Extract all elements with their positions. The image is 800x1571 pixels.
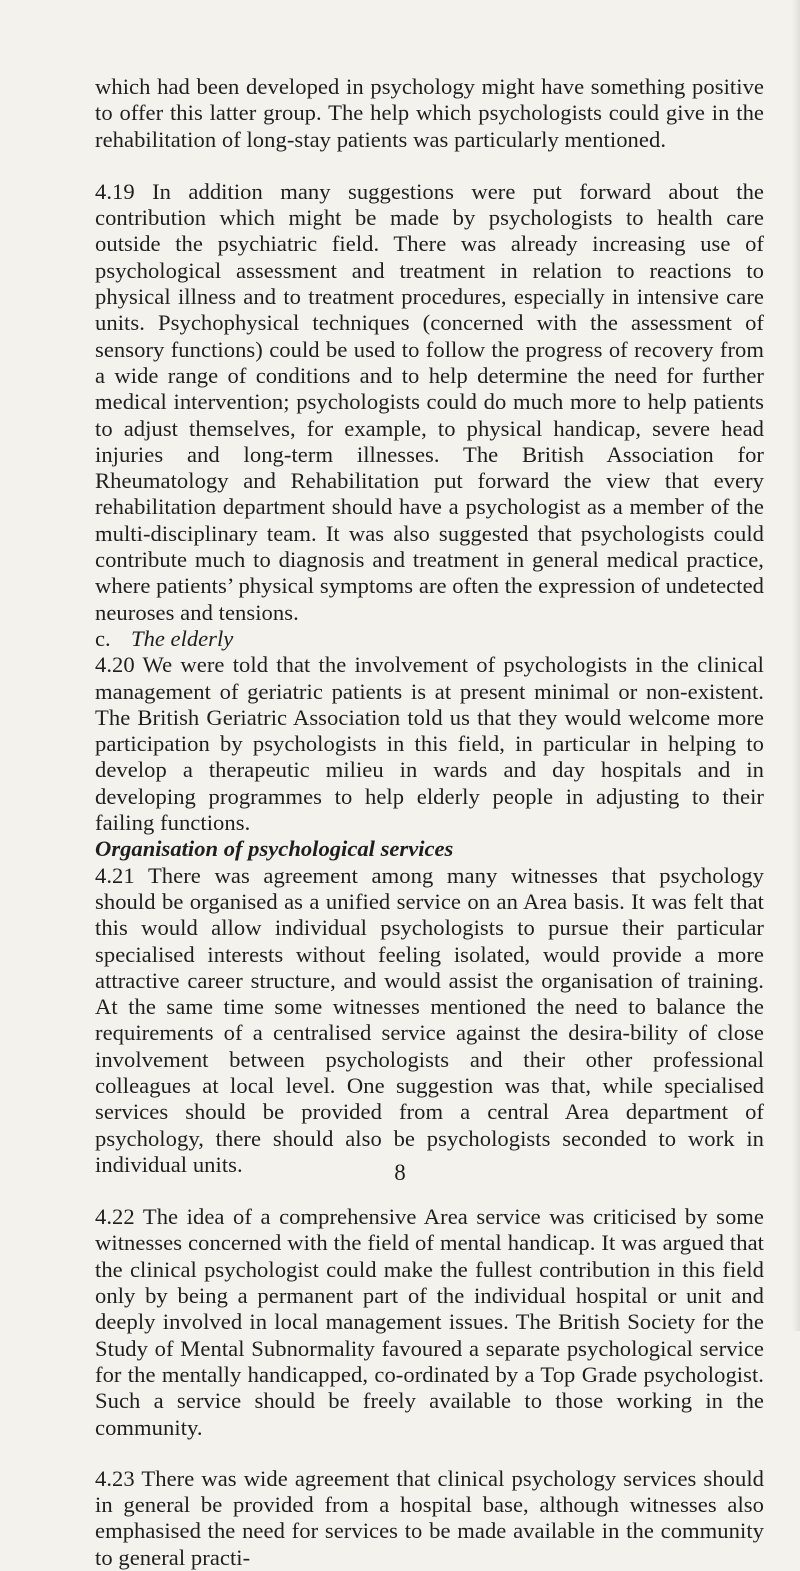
paragraph-4-19: 4.19 In addition many suggestions were put forward about the contribution which might be made by psychologists to health care outside the psychiatric field. There was already increasing use of psychological assessment and treatment in relation to reactions to physical illness and to treatment procedures, especially in intensive care units. Psychophysical techniques (concerned with the assessment of sensory functions) could be used to follow the progress of recovery from a wide range of conditions and to help determine the need for further medical intervention; psychologists could do much more to help patients to adjust themselves, for example, to physical handicap, severe head injuries and long-term illnesses. The British Association for Rheumatology and Rehabilitation put forward the view that every rehabilitation department should have a psychologist as a member of the multi-disciplinary team. It was also suggested that psychologists could contribute much to diagnosis and treatment in general medical practice, where patients’ physical symptoms are often the expression of undetected neuroses and tensions. (95, 178, 764, 625)
section-heading-organisation: Organisation of psychological services (95, 836, 454, 862)
paragraph-4-21: 4.21 There was agreement among many witnesses that psychology should be organised as a unified service on an Area basis. It was felt that this would allow individual psychologists to pursue their particular specialised interests without feeling isolated, would provide a more attractive career structure, and would assist the organisation of training. At the same time some witnesses mentioned the need to balance the requirements of a centralised service against the desira-bility of close involvement between psychologists and their other professional colleagues at local level. One suggestion was that, while specialised services should be provided from a central Area department of psychology, there should also be psychologists seconded to work in individual units. (95, 862, 764, 1177)
paragraph-intro: which had been developed in psychology might have something positive to offer this latter group. The help which psychologists could give in the rehabilitation of long-stay patients was particularly mentioned. (95, 74, 764, 152)
section-title: The elderly (131, 625, 234, 651)
section-letter: c. (95, 625, 111, 651)
paragraph-4-23: 4.23 There was wide agreement that clinical psychology services should in general be provided from a hospital base, although witnesses also emphasised the need for services to be made available in the community to general practi- (95, 1465, 764, 1570)
page-edge-shadow (792, 0, 800, 1331)
section-heading-elderly (95, 626, 764, 652)
paragraph-4-22: 4.22 The idea of a comprehensive Area service was criticised by some witnesses concerned with the field of mental handicap. It was argued that the clinical psychologist could make the fullest contribution in this field only by being a permanent part of the individual hospital or unit and deeply involved in local management issues. The British Society for the Study of Mental Subnormality favoured a separate psychological service for the mentally handicapped, co-ordinated by a Top Grade psychologist. Such a service should be freely available to those working in the community. (95, 1204, 764, 1440)
paragraph-4-20: 4.20 We were told that the involvement of psychologists in the clinical management of geriatric patients is at present minimal or non-existent. The British Geriatric Association told us that they would welcome more participation by psychologists in this field, in particular in helping to develop a therapeutic milieu in wards and day hospitals and in developing programmes to help elderly people in adjusting to their failing functions. (95, 652, 764, 836)
page-number: 8 (394, 1160, 406, 1185)
